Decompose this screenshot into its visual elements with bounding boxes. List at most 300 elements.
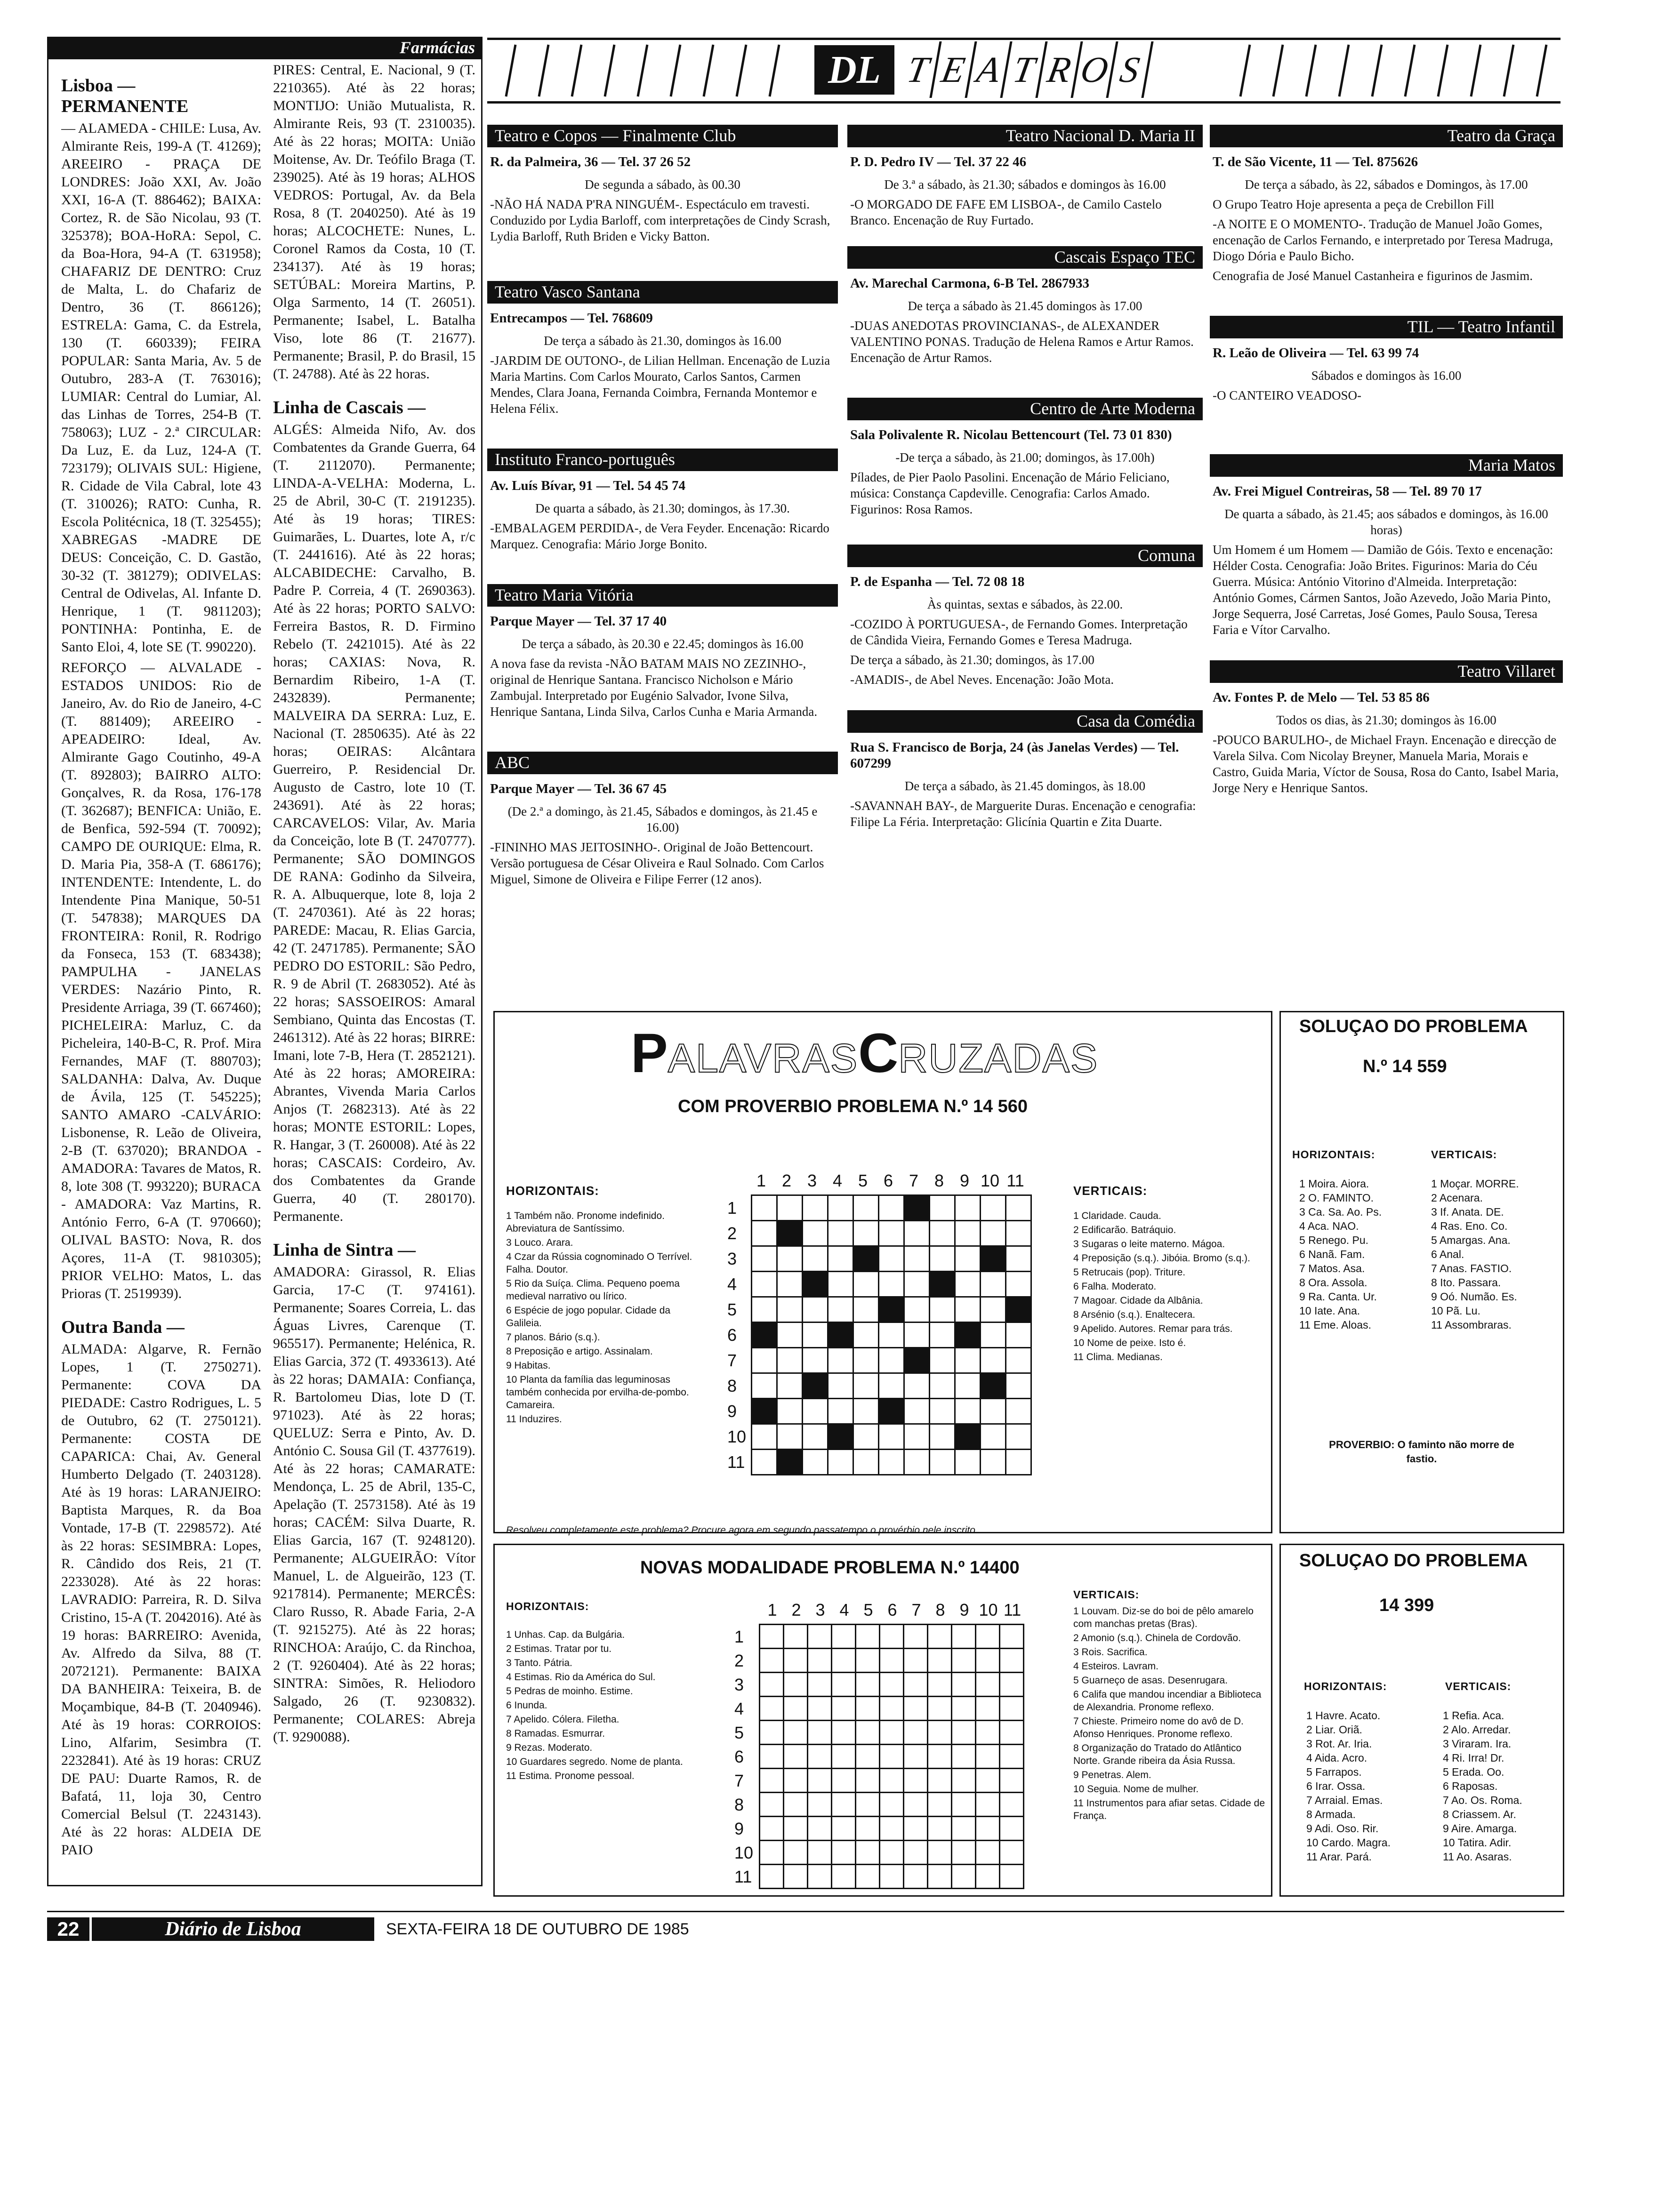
crossword-cell[interactable] — [879, 1221, 904, 1246]
crossword-cell[interactable] — [856, 1697, 880, 1721]
crossword-cell[interactable] — [832, 1721, 856, 1745]
grid-number: 10 — [980, 1171, 1000, 1190]
crossword-cell[interactable] — [856, 1745, 880, 1769]
theatre-name: Comuna — [847, 545, 1203, 567]
grid-number: 11 — [1006, 1171, 1024, 1190]
crossword-cell[interactable] — [760, 1793, 784, 1817]
black-cell — [752, 1399, 777, 1424]
crossword-cell[interactable] — [856, 1721, 880, 1745]
crossword-2-title: NOVAS MODALIDADE PROBLEMA N.º 14400 — [640, 1558, 1020, 1578]
crossword-cell[interactable] — [832, 1649, 856, 1673]
crossword-cell[interactable] — [930, 1450, 955, 1475]
crossword-cell[interactable] — [930, 1322, 955, 1348]
crossword-cell[interactable] — [856, 1625, 880, 1649]
crossword-cell[interactable] — [808, 1721, 832, 1745]
crossword-1-title: PALAVRASCRUZADAS — [631, 1022, 1099, 1084]
crossword-cell[interactable] — [880, 1817, 904, 1841]
crossword-cell[interactable] — [808, 1673, 832, 1697]
crossword-cell[interactable] — [930, 1348, 955, 1373]
crossword-cell[interactable] — [976, 1841, 1000, 1865]
crossword-cell[interactable] — [853, 1424, 879, 1450]
crossword-cell[interactable] — [803, 1450, 828, 1475]
pharmacy-region-heading: Outra Banda — — [61, 1317, 185, 1337]
crossword-cell[interactable] — [880, 1865, 904, 1889]
grid-number: 5 — [727, 1300, 737, 1319]
crossword-table[interactable] — [751, 1194, 1032, 1475]
crossword-cell[interactable] — [928, 1793, 952, 1817]
clue-item: 2 Acenara. — [1431, 1192, 1483, 1204]
crossword-cell[interactable] — [856, 1673, 880, 1697]
clue-item: 2 Liar. Oriã. — [1306, 1723, 1362, 1736]
crossword-cell[interactable] — [808, 1697, 832, 1721]
crossword-cell[interactable] — [784, 1745, 808, 1769]
crossword-cell[interactable] — [952, 1793, 976, 1817]
crossword-cell[interactable] — [981, 1272, 1006, 1297]
crossword-cell[interactable] — [879, 1373, 904, 1399]
crossword-cell[interactable] — [760, 1649, 784, 1673]
crossword-cell[interactable] — [856, 1817, 880, 1841]
crossword-cell[interactable] — [784, 1673, 808, 1697]
crossword-cell[interactable] — [976, 1721, 1000, 1745]
crossword-cell[interactable] — [853, 1297, 879, 1322]
crossword-cell[interactable] — [828, 1348, 853, 1373]
crossword-cell[interactable] — [930, 1424, 955, 1450]
theatre-name: TIL — Teatro Infantil — [1210, 316, 1563, 338]
theatre-listing — [847, 125, 1203, 232]
black-cell — [828, 1322, 853, 1348]
crossword-cell[interactable] — [856, 1793, 880, 1817]
crossword-cell[interactable] — [904, 1745, 928, 1769]
theatre-details — [487, 471, 838, 556]
theatre-listing — [487, 752, 838, 891]
crossword-cell[interactable] — [1000, 1625, 1024, 1649]
crossword-cell[interactable] — [955, 1348, 981, 1373]
crossword-cell[interactable] — [828, 1246, 853, 1272]
crossword-cell[interactable] — [1000, 1745, 1024, 1769]
crossword-cell[interactable] — [981, 1195, 1006, 1221]
sol1-horizontais-label: HORIZONTAIS: — [1292, 1148, 1375, 1161]
crossword-cell[interactable] — [904, 1272, 930, 1297]
grid-number: 1 — [734, 1627, 744, 1646]
crossword-cell[interactable] — [976, 1745, 1000, 1769]
theatre-text: -POUCO BARULHO-, de Michael Frayn. Encenação e direcção de Varela Silva. Com Nicolay Breyner, Manuela Maria, Morais e Castro, Guida Maria, Víctor de Sousa, Rosa do Canto, Isabel Maria, Jorge Nery e Henrique Santos. — [1213, 733, 1559, 795]
crossword-cell[interactable] — [879, 1246, 904, 1272]
crossword-cell[interactable] — [955, 1297, 981, 1322]
crossword-cell[interactable] — [930, 1246, 955, 1272]
crossword-cell[interactable] — [828, 1221, 853, 1246]
crossword-cell[interactable] — [880, 1649, 904, 1673]
crossword-cell[interactable] — [808, 1745, 832, 1769]
theatre-text: Todos os dias, às 21.30; domingos às 16.00 — [1276, 713, 1496, 727]
crossword-cell[interactable] — [928, 1865, 952, 1889]
crossword-cell[interactable] — [777, 1348, 803, 1373]
crossword-cell[interactable] — [853, 1399, 879, 1424]
crossword-cell[interactable] — [832, 1793, 856, 1817]
crossword-cell[interactable] — [1006, 1399, 1031, 1424]
grid-number: 11 — [1003, 1600, 1022, 1619]
crossword-cell[interactable] — [904, 1793, 928, 1817]
crossword-cell[interactable] — [952, 1865, 976, 1889]
crossword-cell[interactable] — [853, 1348, 879, 1373]
clue-item: 8 Criassem. Ar. — [1443, 1808, 1516, 1820]
theatre-text: (De 2.ª a domingo, às 21.45, Sábados e domingos, às 21.45 e 16.00) — [507, 804, 818, 834]
crossword-cell[interactable] — [853, 1221, 879, 1246]
crossword-cell[interactable] — [803, 1195, 828, 1221]
grid-number: 11 — [727, 1452, 745, 1472]
clue-item: 8 Preposição e artigo. Assinalam. — [506, 1346, 653, 1357]
crossword-cell[interactable] — [976, 1625, 1000, 1649]
crossword-cell[interactable] — [828, 1195, 853, 1221]
crossword-cell[interactable] — [952, 1697, 976, 1721]
crossword-cell[interactable] — [832, 1673, 856, 1697]
crossword-table[interactable] — [759, 1624, 1024, 1889]
crossword-cell[interactable] — [832, 1865, 856, 1889]
theatre-name: Teatro da Graça — [1210, 125, 1563, 147]
crossword-cell[interactable] — [777, 1246, 803, 1272]
theatre-name: Casa da Comédia — [847, 710, 1203, 733]
crossword-cell[interactable] — [853, 1195, 879, 1221]
crossword-cell[interactable] — [879, 1195, 904, 1221]
crossword-cell[interactable] — [904, 1246, 930, 1272]
crossword-cell[interactable] — [976, 1865, 1000, 1889]
crossword-cell[interactable] — [1006, 1373, 1031, 1399]
crossword-cell[interactable] — [904, 1373, 930, 1399]
pharmacy-listing: ALGÉS: Almeida Nifo, Av. dos Combatentes da Grande Guerra, 64 (T. 2112070). Permanente; LINDA-A-VELHA: Moderna, L. 25 de Abril, 30-C (T. 2191235). Até às 19 horas; TIRES: Guimarães, L. Duartes, lote A, r/c (T. 2441616). Até às 22 horas; ALCABIDECHE: Carvalho, B. Padre P. Correia, 4 (T. 2690363). Até às 22 horas; PORTO SALVO: Ferreira Bastos, R. D. Firmino Rebelo (T. 2421015). Até às 22 horas; CAXIAS: Nova, R. Bernardim Ribeiro, 1-A (T. 2432839). Permanente; MALVEIRA DA SERRA: Luz, E. Nacional (T. 2850635). Até às 22 horas; OEIRAS: Alcântara Guerreiro, P. Residencial Dr. Augusto de Castro, lote 10 (T. 243691). Até às 22 horas; CARCAVELOS: Vilar, Av. Maria da Conceição, lote B (T. 2470777). Permanente; SÃO DOMINGOS DE RANA: Godinho da Silveira, R. A. Albuquerque, lote 8, loja 2 (T. 2470361). Até às 22 horas; PAREDE: Macau, R. Elias Garcia, 42 (T. 2471785). Permanente; SÃO PEDRO DO ESTORIL: São Pedro, R. 9 de Abril (T. 2683052). Até às 22 horas; SASSOEIROS: Amaral Sembiano, Quinta das Encostas (T. 2461312). Até às 22 horas; BIRRE: Imani, lote 7-B, Hera (T. 2852121). Até às 22 horas; AMOREIRA: Abrantes, Vivenda Maria Carlos Anjos (T. 2682313). Até às 22 horas; MONTE ESTORIL: Lopes, R. Hangar, 3 (T. 260008). Até às 22 horas; CASCAIS: Cordeiro, Av. dos Combatentes da Grande Guerra, 40 (T. 280170). Permanente. — [273, 422, 475, 1224]
crossword-cell[interactable] — [952, 1625, 976, 1649]
crossword-cell[interactable] — [1000, 1697, 1024, 1721]
crossword-cell[interactable] — [1006, 1246, 1031, 1272]
crossword-cell[interactable] — [904, 1673, 928, 1697]
crossword-cell[interactable] — [784, 1697, 808, 1721]
crossword-cell[interactable] — [880, 1721, 904, 1745]
theatre-details — [487, 607, 838, 723]
crossword-cell[interactable] — [784, 1649, 808, 1673]
theatre-text: De terça a sábado, às 21.45 domingos, às 18.00 — [904, 779, 1146, 793]
crossword-cell[interactable] — [976, 1649, 1000, 1673]
crossword-cell[interactable] — [832, 1817, 856, 1841]
crossword-cell[interactable] — [952, 1817, 976, 1841]
crossword-cell[interactable] — [777, 1297, 803, 1322]
crossword-cell[interactable] — [828, 1373, 853, 1399]
crossword-cell[interactable] — [803, 1322, 828, 1348]
crossword-cell[interactable] — [879, 1424, 904, 1450]
crossword-cell[interactable] — [828, 1450, 853, 1475]
crossword-cell[interactable] — [930, 1195, 955, 1221]
clue-item: 3 Tanto. Pátria. — [506, 1658, 572, 1668]
crossword-cell[interactable] — [760, 1697, 784, 1721]
cw2-vertical-clues — [1073, 1605, 1266, 1892]
crossword-cell[interactable] — [752, 1424, 777, 1450]
theatre-name: Teatro Villaret — [1210, 660, 1563, 683]
crossword-cell[interactable] — [808, 1649, 832, 1673]
crossword-cell[interactable] — [880, 1697, 904, 1721]
crossword-cell[interactable] — [777, 1322, 803, 1348]
theatre-text: -DUAS ANEDOTAS PROVINCIANAS-, de ALEXANDER VALENTINO PONAS. Tradução de Helena Ramos e Artur Ramos. Encenação de Artur Ramos. — [850, 319, 1194, 365]
crossword-cell[interactable] — [832, 1769, 856, 1793]
crossword-cell[interactable] — [904, 1649, 928, 1673]
crossword-cell[interactable] — [777, 1373, 803, 1399]
crossword-cell[interactable] — [1000, 1817, 1024, 1841]
crossword-cell[interactable] — [904, 1450, 930, 1475]
crossword-cell[interactable] — [976, 1769, 1000, 1793]
crossword-cell[interactable] — [784, 1793, 808, 1817]
crossword-cell[interactable] — [904, 1399, 930, 1424]
crossword-cell[interactable] — [808, 1793, 832, 1817]
crossword-cell[interactable] — [1000, 1793, 1024, 1817]
crossword-cell[interactable] — [1000, 1865, 1024, 1889]
crossword-cell[interactable] — [808, 1817, 832, 1841]
crossword-cell[interactable] — [976, 1697, 1000, 1721]
crossword-cell[interactable] — [981, 1221, 1006, 1246]
crossword-cell[interactable] — [1006, 1348, 1031, 1373]
crossword-cell[interactable] — [853, 1272, 879, 1297]
crossword-cell[interactable] — [930, 1221, 955, 1246]
crossword-cell[interactable] — [803, 1424, 828, 1450]
crossword-cell[interactable] — [752, 1297, 777, 1322]
crossword-cell[interactable] — [928, 1817, 952, 1841]
crossword-cell[interactable] — [803, 1297, 828, 1322]
crossword-cell[interactable] — [784, 1817, 808, 1841]
crossword-cell[interactable] — [803, 1221, 828, 1246]
crossword-cell[interactable] — [930, 1297, 955, 1322]
crossword-cell[interactable] — [952, 1745, 976, 1769]
crossword-cell[interactable] — [928, 1769, 952, 1793]
black-cell — [955, 1424, 981, 1450]
clue-item: 11 Estima. Pronome pessoal. — [506, 1771, 635, 1781]
theatre-listing — [1210, 454, 1563, 641]
crossword-cell[interactable] — [752, 1221, 777, 1246]
teatros-title — [901, 41, 1149, 98]
crossword-cell[interactable] — [928, 1721, 952, 1745]
crossword-cell[interactable] — [828, 1399, 853, 1424]
black-cell — [904, 1195, 930, 1221]
clue-item: 1 Claridade. Cauda. — [1073, 1210, 1161, 1221]
crossword-cell[interactable] — [930, 1373, 955, 1399]
crossword-cell[interactable] — [928, 1745, 952, 1769]
crossword-cell[interactable] — [856, 1649, 880, 1673]
crossword-cell[interactable] — [1006, 1450, 1031, 1475]
crossword-cell[interactable] — [1000, 1769, 1024, 1793]
crossword-cell[interactable] — [1006, 1221, 1031, 1246]
sol2-horizontal-answers — [1306, 1708, 1438, 1864]
crossword-cell[interactable] — [904, 1817, 928, 1841]
crossword-cell[interactable] — [832, 1841, 856, 1865]
crossword-cell[interactable] — [955, 1450, 981, 1475]
crossword-cell[interactable] — [955, 1373, 981, 1399]
crossword-cell[interactable] — [1006, 1195, 1031, 1221]
crossword-cell[interactable] — [976, 1673, 1000, 1697]
crossword-cell[interactable] — [752, 1272, 777, 1297]
crossword-cell[interactable] — [784, 1769, 808, 1793]
black-cell — [1006, 1297, 1031, 1322]
crossword-cell[interactable] — [777, 1272, 803, 1297]
crossword-cell[interactable] — [879, 1272, 904, 1297]
crossword-cell[interactable] — [808, 1841, 832, 1865]
crossword-cell[interactable] — [1006, 1424, 1031, 1450]
theatre-text: Pílades, de Pier Paolo Pasolini. Encenação de Mário Feliciano, música: Constança Capdeville. Cenografia: Carlos Amado. Figurinos: Rosa Ramos. — [850, 470, 1170, 516]
crossword-cell[interactable] — [879, 1450, 904, 1475]
pharmacy-listing: — ALAMEDA - CHILE: Lusa, Av. Almirante Reis, 199-A (T. 41269); AREEIRO - PRAÇA DE LONDRES: João XXI, Av. João XXI, 16-A (T. 886462); BAIXA: Cortez, R. de São Nicolau, 93 (T. 325378); BOA-HoRA: Sepol, C. da Boa-Hora, 94-A (T. 631958); CHAFARIZ DE DENTRO: Cruz de Malta, L. do Chafariz de Dentro, 36 (T. 866126); ESTRELA: Gama, C. da Estrela, 130 (T. 660339); FEIRA POPULAR: Santa Maria, Av. 5 de Outubro, 283-A (T. 763016); LUMIAR: Central do Lumiar, Al. das Linhas de Torres, 254-B (T. 758063); LUZ - 2.ª CIRCULAR: Da Luz, E. da Luz, 124-A (T. 723179); OLIVAIS SUL: Higiene, R. Cidade de Vila Cabral, lote 43 (T. 310026); RATO: Cunha, R. Escola Politécnica, 18 (T. 325455); XABREGAS -MADRE DE DEUS: Conceição, C. D. Gastão, 30-32 (T. 381279); ODIVELAS: Central de Odivelas, Al. Infante D. Henrique, 1 (T. 9811203); PONTINHA: Pontinha, E. de Santo Eloi, 4, lote SE (T. 990220). — [61, 120, 261, 655]
cw1-horizontais-label: HORIZONTAIS: — [506, 1184, 599, 1198]
crossword-cell[interactable] — [760, 1673, 784, 1697]
grid-number: 2 — [781, 1171, 792, 1190]
clue-item: 9 Adi. Oso. Rir. — [1306, 1822, 1379, 1835]
crossword-cell[interactable] — [880, 1745, 904, 1769]
crossword-1-grid[interactable] — [751, 1194, 1032, 1475]
crossword-cell[interactable] — [904, 1769, 928, 1793]
clue-item: 7 Chieste. Primeiro nome do avô de D. Afonso Henriques. Pronome reflexo. — [1073, 1716, 1244, 1739]
crossword-cell[interactable] — [955, 1246, 981, 1272]
crossword-cell[interactable] — [976, 1817, 1000, 1841]
crossword-cell[interactable] — [981, 1297, 1006, 1322]
crossword-cell[interactable] — [760, 1865, 784, 1889]
crossword-cell[interactable] — [1006, 1322, 1031, 1348]
crossword-cell[interactable] — [981, 1450, 1006, 1475]
title-letter: R — [1038, 41, 1083, 98]
crossword-cell[interactable] — [952, 1649, 976, 1673]
theatre-text: -SAVANNAH BAY-, de Marguerite Duras. Encenação e cenografia: Filipe La Féria. Interpretação: Glicínia Quartin e Zita Duarte. — [850, 799, 1196, 829]
crossword-cell[interactable] — [760, 1625, 784, 1649]
crossword-cell[interactable] — [904, 1424, 930, 1450]
crossword-cell[interactable] — [803, 1246, 828, 1272]
crossword-cell[interactable] — [856, 1841, 880, 1865]
crossword-cell[interactable] — [880, 1625, 904, 1649]
crossword-cell[interactable] — [976, 1793, 1000, 1817]
theatre-text: -NÃO HÁ NADA P'RA NINGUÉM-. Espectáculo em travesti. Conduzido por Lydia Barloff, com interpretações de Cindy Scrash, Lydia Barloff, Ruth Briden e Vicky Batton. — [490, 197, 830, 243]
crossword-cell[interactable] — [981, 1424, 1006, 1450]
crossword-cell[interactable] — [981, 1399, 1006, 1424]
clue-item: 11 Assombraras. — [1431, 1319, 1512, 1331]
clue-item: 2 O. FAMINTO. — [1299, 1192, 1374, 1204]
crossword-cell[interactable] — [784, 1625, 808, 1649]
crossword-cell[interactable] — [904, 1221, 930, 1246]
crossword-cell[interactable] — [955, 1221, 981, 1246]
clue-item: 7 Arraial. Emas. — [1306, 1794, 1383, 1806]
clue-item: 4 Estimas. Rio da América do Sul. — [506, 1672, 656, 1683]
crossword-cell[interactable] — [880, 1841, 904, 1865]
theatre-text: Sábados e domingos às 16.00 — [1311, 369, 1462, 383]
pharmacy-listing: PIRES: Central, E. Nacional, 9 (T. 2210365). Até às 22 horas; MONTIJO: União Mutualista, R. Almirante Reis, 93 (T. 2310035). Até às 22 horas; MOITA: União Moitense, Av. Dr. Teófilo Braga (T. 239025). Até às 19 horas; ALHOS VEDROS: Portugal, Av. da Bela Rosa, 8 (T. 2040250). Até às 19 horas; ALCOCHETE: Nunes, L. Coronel Ramos da Costa, 10 (T. 234137). Até às 19 horas; SETÚBAL: Moreira Martins, P. Olga Sarmento, 14 (T. 26051). Permanente; Isabel, L. Batalha Viso, lote 86 (T. 21677). Permanente; Brasil, P. do Brasil, 15 (T. 24788). Até às 22 horas. — [273, 62, 475, 382]
crossword-cell[interactable] — [808, 1769, 832, 1793]
crossword-cell[interactable] — [777, 1195, 803, 1221]
cw1-verticais-label: VERTICAIS: — [1073, 1184, 1148, 1198]
title-letter: E — [932, 41, 977, 98]
crossword-cell[interactable] — [832, 1625, 856, 1649]
grid-number: 9 — [959, 1600, 969, 1619]
crossword-cell[interactable] — [808, 1865, 832, 1889]
crossword-cell[interactable] — [803, 1348, 828, 1373]
crossword-cell[interactable] — [952, 1721, 976, 1745]
crossword-cell[interactable] — [828, 1297, 853, 1322]
crossword-cell[interactable] — [808, 1625, 832, 1649]
crossword-cell[interactable] — [1000, 1649, 1024, 1673]
crossword-cell[interactable] — [760, 1841, 784, 1865]
crossword-cell[interactable] — [904, 1841, 928, 1865]
clue-item: 3 Viraram. Ira. — [1443, 1738, 1512, 1750]
crossword-cell[interactable] — [1000, 1721, 1024, 1745]
black-cell — [879, 1399, 904, 1424]
crossword-cell[interactable] — [928, 1673, 952, 1697]
crossword-2-grid[interactable] — [759, 1624, 1024, 1889]
crossword-cell[interactable] — [1006, 1272, 1031, 1297]
crossword-cell[interactable] — [879, 1348, 904, 1373]
crossword-cell[interactable] — [955, 1399, 981, 1424]
crossword-cell[interactable] — [760, 1817, 784, 1841]
crossword-cell[interactable] — [784, 1721, 808, 1745]
clue-item: 11 Induzires. — [506, 1414, 562, 1425]
crossword-cell[interactable] — [784, 1841, 808, 1865]
grid-number: 7 — [909, 1171, 919, 1190]
page-number: 22 — [47, 1917, 89, 1941]
crossword-cell[interactable] — [856, 1865, 880, 1889]
crossword-cell[interactable] — [760, 1721, 784, 1745]
crossword-cell[interactable] — [752, 1450, 777, 1475]
crossword-cell[interactable] — [853, 1322, 879, 1348]
crossword-cell[interactable] — [777, 1399, 803, 1424]
clue-item: 4 Esteiros. Lavram. — [1073, 1661, 1158, 1672]
crossword-cell[interactable] — [752, 1195, 777, 1221]
crossword-cell[interactable] — [981, 1322, 1006, 1348]
crossword-cell[interactable] — [853, 1373, 879, 1399]
crossword-cell[interactable] — [955, 1272, 981, 1297]
crossword-cell[interactable] — [828, 1272, 853, 1297]
crossword-cell[interactable] — [832, 1745, 856, 1769]
crossword-cell[interactable] — [752, 1373, 777, 1399]
crossword-cell[interactable] — [928, 1625, 952, 1649]
crossword-cell[interactable] — [952, 1673, 976, 1697]
crossword-cell[interactable] — [981, 1348, 1006, 1373]
clue-item: 6 Espécie de jogo popular. Cidade da Galileia. — [506, 1305, 671, 1329]
crossword-cell[interactable] — [904, 1297, 930, 1322]
crossword-cell[interactable] — [928, 1841, 952, 1865]
crossword-cell[interactable] — [803, 1399, 828, 1424]
crossword-cell[interactable] — [904, 1322, 930, 1348]
crossword-cell[interactable] — [760, 1745, 784, 1769]
crossword-cell[interactable] — [832, 1697, 856, 1721]
crossword-cell[interactable] — [784, 1865, 808, 1889]
crossword-cell[interactable] — [760, 1769, 784, 1793]
crossword-cell[interactable] — [928, 1697, 952, 1721]
crossword-cell[interactable] — [777, 1424, 803, 1450]
crossword-cell[interactable] — [952, 1841, 976, 1865]
crossword-cell[interactable] — [928, 1649, 952, 1673]
crossword-cell[interactable] — [1000, 1841, 1024, 1865]
crossword-cell[interactable] — [952, 1769, 976, 1793]
crossword-cell[interactable] — [856, 1769, 880, 1793]
black-cell — [803, 1272, 828, 1297]
theatre-listing — [487, 584, 838, 723]
crossword-cell[interactable] — [879, 1322, 904, 1348]
crossword-cell[interactable] — [880, 1769, 904, 1793]
crossword-cell[interactable] — [930, 1399, 955, 1424]
crossword-cell[interactable] — [1000, 1673, 1024, 1697]
crossword-cell[interactable] — [904, 1721, 928, 1745]
grid-number: 4 — [839, 1600, 849, 1619]
crossword-cell[interactable] — [880, 1793, 904, 1817]
crossword-cell[interactable] — [752, 1348, 777, 1373]
crossword-cell[interactable] — [880, 1673, 904, 1697]
crossword-cell[interactable] — [904, 1697, 928, 1721]
crossword-cell[interactable] — [955, 1195, 981, 1221]
theatre-address: Parque Mayer — Tel. 36 67 45 — [490, 781, 667, 796]
clue-item: 5 Renego. Pu. — [1299, 1234, 1369, 1246]
crossword-cell[interactable] — [904, 1865, 928, 1889]
theatre-text: De terça a sábado, às 20.30 e 22.45; domingos às 16.00 — [522, 637, 804, 651]
crossword-cell[interactable] — [904, 1625, 928, 1649]
clue-item: 9 Apelido. Autores. Remar para trás. — [1073, 1323, 1233, 1334]
crossword-cell[interactable] — [853, 1450, 879, 1475]
crossword-cell[interactable] — [752, 1246, 777, 1272]
